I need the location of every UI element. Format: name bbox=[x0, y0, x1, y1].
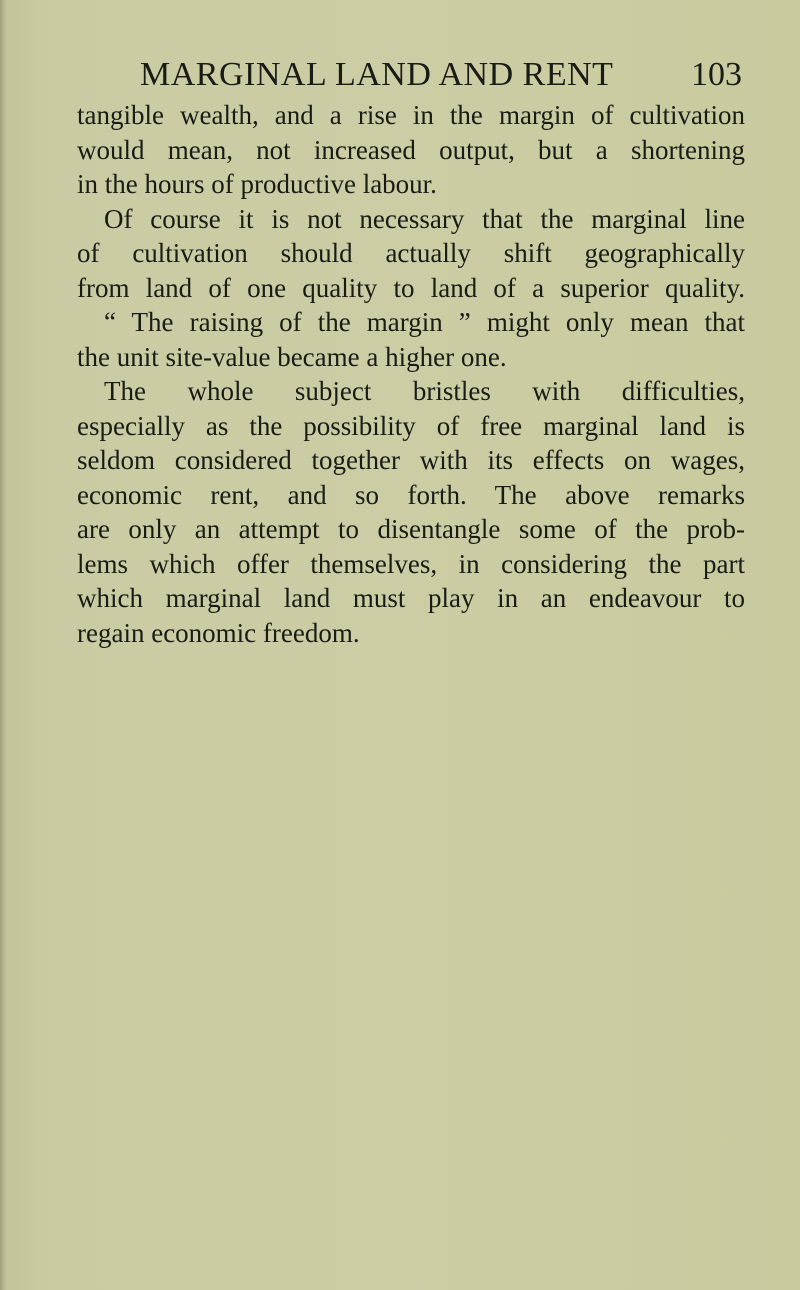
text-line: of cultivation should actually shift geographically bbox=[77, 238, 745, 268]
text-line: in the hours of productive labour. bbox=[77, 169, 437, 199]
running-title: MARGINAL LAND AND RENT bbox=[140, 56, 614, 93]
text-line: which marginal land must play in an endeavour to bbox=[77, 583, 745, 613]
text-line: “ The raising of the margin ” might only mean that bbox=[104, 307, 745, 337]
text-line: especially as the possibility of free marginal land is bbox=[77, 410, 745, 441]
page-number: 103 bbox=[691, 56, 742, 93]
page-edge-shadow bbox=[0, 0, 6, 1290]
running-header bbox=[140, 56, 742, 96]
text-line: tangible wealth, and a rise in the margin of cultivation bbox=[77, 100, 745, 130]
text-line: economic rent, and so forth. The above remarks bbox=[77, 479, 745, 510]
text-line: lems which offer themselves, in considering the part bbox=[77, 548, 745, 579]
text-line: would mean, not increased output, but a shortening bbox=[77, 134, 745, 165]
text-line: regain economic freedom. bbox=[77, 617, 360, 648]
text-line: the unit site-value became a higher one. bbox=[77, 341, 507, 372]
text-line: The whole subject bristles with difficulties, bbox=[104, 376, 745, 406]
text-line: seldom considered together with its effects on wages, bbox=[77, 445, 745, 475]
text-line: Of course it is not necessary that the marginal line bbox=[104, 203, 745, 234]
body-text bbox=[77, 98, 745, 650]
text-line: are only an attempt to disentangle some of the prob- bbox=[77, 514, 745, 544]
text-line: from land of one quality to land of a superior quality. bbox=[77, 272, 745, 303]
